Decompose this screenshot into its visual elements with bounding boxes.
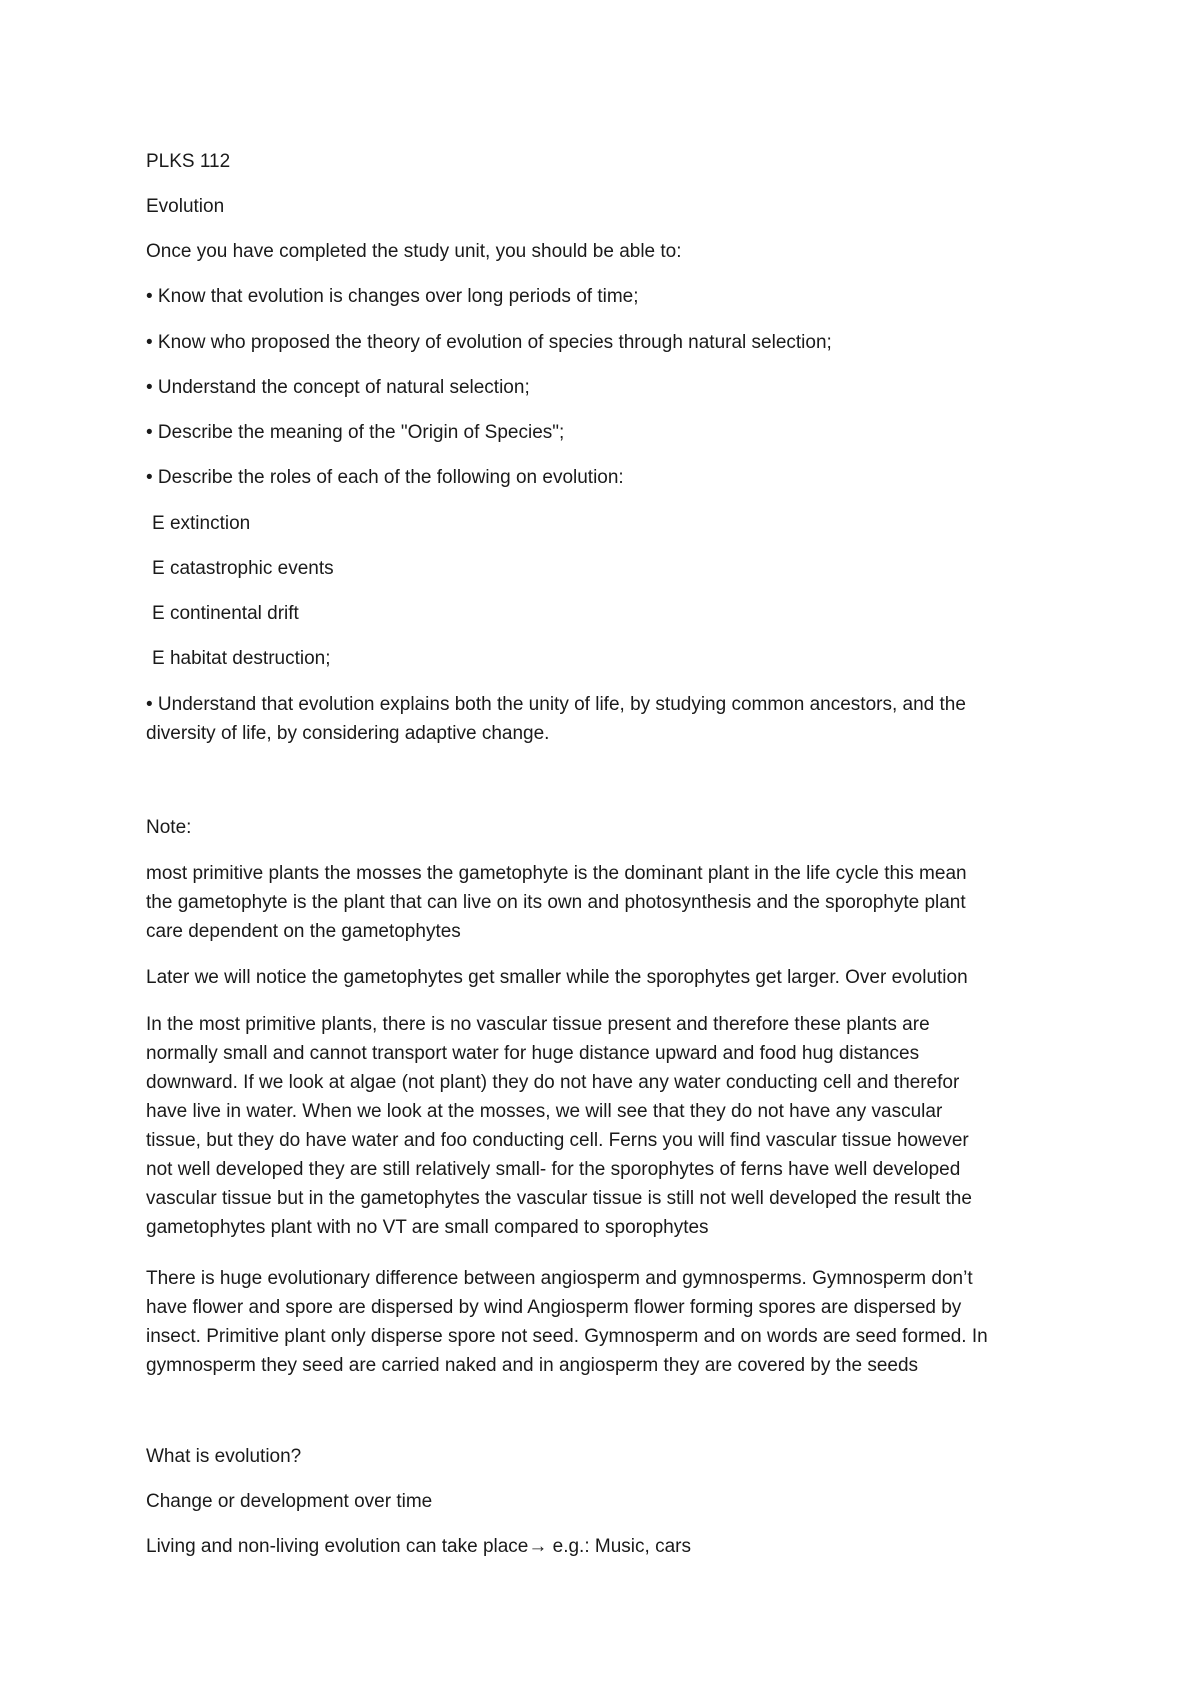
text-line: the gametophyte is the plant that can live on its own and photosynthesis and the sporophyte plant [146, 892, 966, 913]
text-line: normally small and cannot transport water for huge distance upward and food hug distances [146, 1043, 920, 1064]
text-line: gametophytes plant with no VT are small compared to sporophytes [146, 1217, 709, 1238]
sub-item: E habitat destruction; [152, 648, 331, 669]
text-line: • Understand that evolution explains both the unity of life, by studying common ancestors, and the [146, 694, 966, 715]
text-line: There is huge evolutionary difference between angiosperm and gymnosperms. Gymnosperm don’t [146, 1268, 973, 1289]
text-line: care dependent on the gametophytes [146, 921, 461, 942]
answer: Change or development over time [146, 1491, 433, 1512]
example: Living and non-living evolution can take place→ e.g.: Music, cars [146, 1536, 691, 1557]
outcome-item: • Describe the meaning of the "Origin of Species"; [146, 422, 565, 443]
sub-item: E extinction [152, 513, 251, 534]
outcome-item-unity [146, 690, 1066, 748]
note-paragraph [146, 1264, 1066, 1380]
note-paragraph [146, 859, 1066, 946]
outcome-item: • Know who proposed the theory of evolution of species through natural selection; [146, 332, 832, 353]
outcome-item: • Know that evolution is changes over long periods of time; [146, 286, 639, 307]
text-line: not well developed they are still relatively small- for the sporophytes of ferns have well developed [146, 1159, 961, 1180]
question: What is evolution? [146, 1446, 302, 1467]
note-paragraph [146, 1010, 1066, 1242]
sub-item: E catastrophic events [152, 558, 334, 579]
course-code: PLKS 112 [146, 151, 231, 172]
text-line: downward. If we look at algae (not plant) they do not have any water conducting cell and therefor [146, 1072, 960, 1093]
text-line: diversity of life, by considering adaptive change. [146, 723, 550, 744]
text-line: In the most primitive plants, there is no vascular tissue present and therefore these plants are [146, 1014, 930, 1035]
note-paragraph: Later we will notice the gametophytes get smaller while the sporophytes get larger. Over evolution [146, 967, 968, 988]
text-line: have flower and spore are dispersed by wind Angiosperm flower forming spores are dispersed by [146, 1297, 962, 1318]
outcome-item: • Describe the roles of each of the following on evolution: [146, 467, 624, 488]
outcomes-intro: Once you have completed the study unit, you should be able to: [146, 241, 682, 262]
sub-item: E continental drift [152, 603, 299, 624]
text-line: gymnosperm they seed are carried naked and in angiosperm they are covered by the seeds [146, 1355, 919, 1376]
text-line: insect. Primitive plant only disperse spore not seed. Gymnosperm and on words are seed formed. In [146, 1326, 988, 1347]
topic-title: Evolution [146, 196, 225, 217]
text-line: most primitive plants the mosses the gametophyte is the dominant plant in the life cycle this mean [146, 863, 967, 884]
outcome-item: • Understand the concept of natural selection; [146, 377, 530, 398]
text-line: tissue, but they do have water and foo conducting cell. Ferns you will find vascular tissue however [146, 1130, 969, 1151]
note-heading: Note: [146, 817, 192, 838]
text-line: vascular tissue but in the gametophytes the vascular tissue is still not well developed the result the [146, 1188, 972, 1209]
text-line: have live in water. When we look at the mosses, we will see that they do not have any vascular [146, 1101, 943, 1122]
